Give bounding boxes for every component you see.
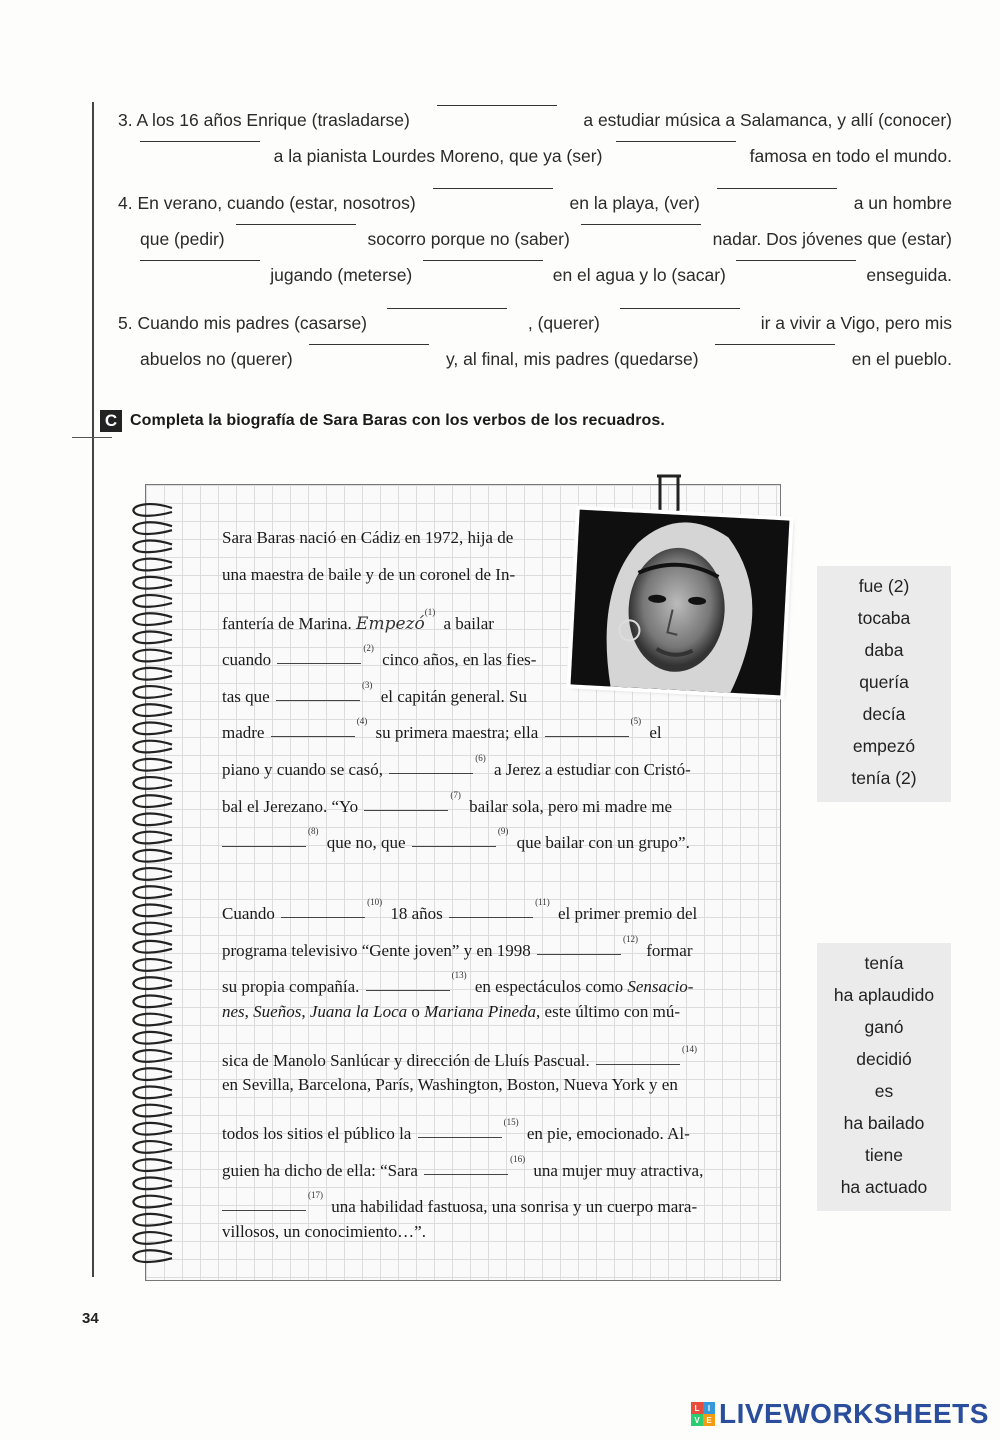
section-title: Completa la biografía de Sara Baras con los verbos de los recuadros.	[130, 412, 665, 429]
text: abuelos no (querer)	[140, 349, 293, 369]
exercise-4-line-1	[118, 185, 952, 221]
spiral-coil	[133, 559, 172, 571]
bio-line	[222, 1217, 426, 1247]
spiral-coil	[133, 741, 172, 753]
brand-name: LIVEWORKSHEETS	[719, 1398, 989, 1429]
spiral-coil	[133, 1105, 172, 1117]
example-answer: Empezó	[356, 614, 425, 634]
text: una mujer muy atractiva,	[533, 1161, 704, 1180]
bio-line	[222, 1180, 698, 1216]
text: enseguida.	[866, 265, 952, 285]
answer-blank[interactable]	[449, 917, 533, 918]
text: 4. En verano, cuando (estar, nosotros)	[118, 193, 416, 213]
blank-number: (4)	[356, 716, 368, 726]
blank-number: (14)	[682, 1044, 697, 1054]
answer-blank[interactable]	[236, 224, 356, 225]
blank-number: (11)	[535, 897, 550, 907]
spiral-coil	[133, 850, 172, 862]
text: a estudiar música a Salamanca, y allí (conocer)	[583, 110, 952, 130]
blank-number: (12)	[622, 934, 638, 944]
text: madre	[222, 723, 265, 742]
verb-option: fue (2)	[858, 576, 910, 596]
bio-line	[222, 816, 690, 852]
spiral-coil	[133, 1250, 172, 1262]
spiral-coil	[133, 668, 172, 680]
exercise-4-line-3	[118, 257, 952, 293]
answer-blank[interactable]	[736, 260, 856, 261]
blank-number: (10)	[367, 897, 383, 907]
text: una maestra de baile y de un coronel de In-	[222, 565, 516, 584]
answer-blank[interactable]	[424, 1174, 508, 1175]
text: en espectáculos como	[474, 977, 624, 996]
text: Juana la Loca	[309, 1002, 408, 1021]
text: formar	[646, 941, 693, 960]
blank-number: (8)	[308, 826, 319, 836]
spiral-coil	[133, 650, 172, 662]
answer-blank[interactable]	[433, 188, 553, 189]
spiral-coil	[133, 632, 172, 644]
spiral-coil	[133, 613, 172, 625]
text: o	[411, 1002, 420, 1021]
verb-option: daba	[864, 640, 904, 660]
liveworksheets-logo-icon	[691, 1402, 715, 1426]
verb-option: decía	[862, 704, 906, 724]
exercise-3-line-1	[118, 102, 952, 138]
text: su primera maestra; ella	[375, 723, 539, 742]
text: que no, que	[326, 833, 406, 852]
blank-number: (16)	[510, 1154, 526, 1164]
spiral-coil	[133, 941, 172, 953]
bio-line	[222, 633, 537, 669]
text: a Jerez a estudiar con Cristó-	[493, 760, 691, 779]
blank-number: (1)	[424, 607, 436, 617]
bio-line	[222, 887, 698, 923]
text: , este último con mú-	[536, 1002, 681, 1021]
bio-line	[222, 560, 515, 590]
spiral-coil	[133, 795, 172, 807]
answer-blank[interactable]	[387, 308, 507, 309]
text: 18 años	[390, 904, 443, 923]
spiral-coil	[133, 759, 172, 771]
logo-letter: I	[703, 1402, 715, 1414]
text: nes	[222, 1002, 245, 1021]
spiral-binding-icon	[128, 500, 178, 1270]
text: programa televisivo “Gente joven” y en 1998	[222, 941, 531, 960]
text: ir a vivir a Vigo, pero mis	[760, 313, 952, 333]
exercise-3-line-2	[118, 138, 952, 174]
text: villosos, un conocimiento…”.	[222, 1222, 426, 1241]
spiral-coil	[133, 504, 172, 516]
spiral-coil	[133, 686, 172, 698]
bio-line	[222, 1144, 704, 1180]
spiral-coil	[133, 923, 172, 935]
text: en la playa, (ver)	[569, 193, 700, 213]
answer-blank[interactable]	[545, 736, 629, 737]
spiral-coil	[133, 541, 172, 553]
spiral-coil	[133, 1087, 172, 1099]
text: cinco años, en las fies-	[382, 650, 537, 669]
bio-line	[222, 1034, 701, 1070]
blank-number: (6)	[475, 753, 486, 763]
text: a un hombre	[853, 193, 952, 213]
section-c-header	[100, 410, 665, 432]
spiral-coil	[133, 959, 172, 971]
spiral-coil	[133, 522, 172, 534]
text: y, al final, mis padres (quedarse)	[445, 349, 699, 369]
text: el primer premio del	[557, 904, 698, 923]
verb-option: tenía (2)	[851, 768, 917, 788]
text: el capitán general. Su	[380, 687, 528, 706]
spiral-coil	[133, 814, 172, 826]
text: que bailar con un grupo”.	[516, 833, 690, 852]
verb-box-2	[817, 943, 951, 1211]
answer-blank[interactable]	[437, 105, 557, 106]
spiral-coil	[133, 832, 172, 844]
text: una habilidad fastuosa, una sonrisa y un cuerpo mara-	[331, 1197, 698, 1216]
verb-option: ganó	[864, 1017, 904, 1037]
answer-blank[interactable]	[412, 846, 496, 847]
text: en el agua y lo (sacar)	[552, 265, 726, 285]
spiral-coil	[133, 1178, 172, 1190]
answer-blank[interactable]	[281, 917, 365, 918]
answer-blank[interactable]	[423, 260, 543, 261]
text: jugando (meterse)	[270, 265, 413, 285]
bio-line	[222, 1107, 690, 1143]
answer-blank[interactable]	[222, 1210, 306, 1211]
text: tas que	[222, 687, 270, 706]
verb-option: ha bailado	[843, 1113, 925, 1133]
verb-option: tenía	[864, 953, 904, 973]
text: 5. Cuando mis padres (casarse)	[118, 313, 367, 333]
bio-line	[222, 743, 691, 779]
margin-tick	[72, 437, 112, 438]
verb-option: empezó	[852, 736, 916, 756]
bio-line	[222, 706, 662, 742]
spiral-coil	[133, 1014, 172, 1026]
spiral-coil	[133, 977, 172, 989]
bio-line	[222, 997, 680, 1027]
answer-blank[interactable]	[222, 846, 306, 847]
blank-number: (2)	[363, 643, 374, 653]
text: en el pueblo.	[851, 349, 952, 369]
spiral-coil	[133, 905, 172, 917]
text: que (pedir)	[140, 229, 225, 249]
text: , (querer)	[527, 313, 600, 333]
answer-blank[interactable]	[277, 663, 361, 664]
text: guien ha dicho de ella: “Sara	[222, 1161, 418, 1180]
exercise-5-line-2	[118, 341, 952, 377]
answer-blank[interactable]	[620, 308, 740, 309]
answer-blank[interactable]	[271, 736, 355, 737]
blank-number: (17)	[308, 1190, 323, 1200]
spiral-coil	[133, 704, 172, 716]
text: ,	[301, 1002, 306, 1021]
spiral-coil	[133, 1032, 172, 1044]
answer-blank[interactable]	[140, 260, 260, 261]
exercise-4	[118, 185, 952, 293]
verb-option: ha actuado	[840, 1177, 928, 1197]
logo-letter: V	[691, 1414, 703, 1426]
verb-box-1	[817, 566, 951, 802]
portrait-image	[571, 510, 790, 696]
text: en pie, emocionado. Al-	[526, 1124, 690, 1143]
blank-number: (7)	[450, 790, 461, 800]
spiral-coil	[133, 723, 172, 735]
bio-line	[222, 670, 528, 706]
answer-blank[interactable]	[581, 224, 701, 225]
text: piano y cuando se casó,	[222, 760, 383, 779]
section-letter-badge: C	[100, 410, 122, 432]
exercise-5-line-1	[118, 305, 952, 341]
spiral-coil	[133, 1214, 172, 1226]
text: a la pianista Lourdes Moreno, que ya (ser)	[273, 146, 603, 166]
sara-baras-photo	[571, 510, 790, 696]
page-number: 34	[82, 1310, 99, 1327]
text: famosa en todo el mundo.	[749, 146, 952, 166]
bio-line	[222, 597, 494, 634]
blank-number: (3)	[361, 680, 373, 690]
answer-blank[interactable]	[715, 344, 835, 345]
spiral-coil	[133, 1123, 172, 1135]
spiral-coil	[133, 1141, 172, 1153]
bio-line	[222, 924, 693, 960]
blank-number: (9)	[497, 826, 509, 836]
spiral-coil	[133, 577, 172, 589]
exercise-4-line-2	[118, 221, 952, 257]
spiral-coil	[133, 1196, 172, 1208]
exercise-3	[118, 102, 952, 174]
text: en Sevilla, Barcelona, París, Washington, Boston, Nueva York y en	[222, 1075, 678, 1094]
bio-line	[222, 960, 694, 996]
text: nadar. Dos jóvenes que (estar)	[712, 229, 952, 249]
verb-option: decidió	[856, 1049, 912, 1069]
spiral-coil	[133, 777, 172, 789]
answer-blank[interactable]	[140, 141, 260, 142]
text: todos los sitios el público la	[222, 1124, 412, 1143]
verb-option: quería	[859, 672, 909, 692]
logo-letter: E	[703, 1414, 715, 1426]
answer-blank[interactable]	[276, 700, 360, 701]
blank-number: (15)	[503, 1117, 519, 1127]
answer-blank[interactable]	[309, 344, 429, 345]
exercise-5	[118, 305, 952, 377]
spiral-coil	[133, 868, 172, 880]
text: Cuando	[222, 904, 275, 923]
text: el	[649, 723, 662, 742]
bio-line	[222, 523, 513, 553]
text: 3. A los 16 años Enrique (trasladarse)	[118, 110, 410, 130]
spiral-coil	[133, 595, 172, 607]
verb-option: es	[874, 1081, 894, 1101]
answer-blank[interactable]	[366, 990, 450, 991]
text: a bailar	[443, 614, 494, 633]
text: ,	[244, 1002, 249, 1021]
answer-blank[interactable]	[596, 1064, 680, 1065]
answer-blank[interactable]	[717, 188, 837, 189]
text: bailar sola, pero mi madre me	[469, 797, 673, 816]
verb-option: tiene	[865, 1145, 903, 1165]
logo-letter: L	[691, 1402, 703, 1414]
liveworksheets-brand[interactable]	[691, 1398, 989, 1430]
answer-blank[interactable]	[418, 1137, 502, 1138]
spiral-coil	[133, 1159, 172, 1171]
text: Sara Baras nació en Cádiz en 1972, hija de	[222, 528, 514, 547]
spiral-coil	[133, 1232, 172, 1244]
bio-line	[222, 780, 673, 816]
text: fantería de Marina.	[222, 614, 352, 633]
verb-option: ha aplaudido	[833, 985, 935, 1005]
text: Sensacio-	[627, 977, 694, 996]
blank-number: (13)	[451, 970, 467, 980]
answer-blank[interactable]	[364, 810, 448, 811]
text: bal el Jerezano. “Yo	[222, 797, 359, 816]
text: sica de Manolo Sanlúcar y dirección de Lluís Pascual.	[222, 1051, 590, 1070]
text: su propia compañía.	[222, 977, 360, 996]
text: cuando	[222, 650, 272, 669]
text: Mariana Pineda	[424, 1002, 537, 1021]
bio-line	[222, 1070, 678, 1100]
spiral-coil	[133, 1068, 172, 1080]
answer-blank[interactable]	[537, 954, 621, 955]
text: Sueños	[253, 1002, 302, 1021]
answer-blank[interactable]	[389, 773, 473, 774]
blank-number: (5)	[630, 716, 642, 726]
answer-blank[interactable]	[616, 141, 736, 142]
spiral-coil	[133, 886, 172, 898]
spiral-coil	[133, 1050, 172, 1062]
text: socorro porque no (saber)	[367, 229, 570, 249]
verb-option: tocaba	[857, 608, 911, 628]
spiral-coil	[133, 996, 172, 1008]
left-margin-line	[92, 102, 94, 1277]
